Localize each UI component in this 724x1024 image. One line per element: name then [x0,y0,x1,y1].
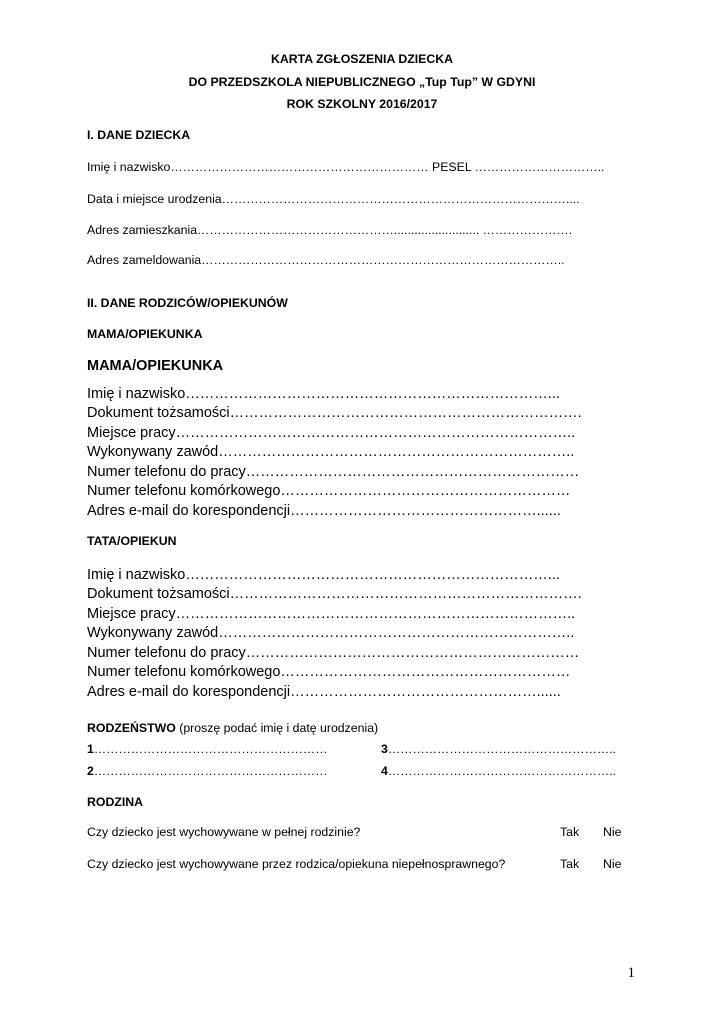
sibling-number: 3 [381,742,388,756]
father-email-field[interactable]: Adres e-mail do korespondencji……………………………………………...... [87,684,561,700]
siblings-heading-line [87,721,378,735]
child-address-field[interactable]: Adres zamieszkania…………………………………………......................... …………………. [87,223,573,237]
mother-mobile-phone-field[interactable]: Numer telefonu komórkowego…………………………………………………… [87,483,571,499]
siblings-note: (proszę podać imię i datę urodzenia) [175,721,379,735]
father-workplace-field[interactable]: Miejsce pracy……………………………………………………………………….. [87,606,576,622]
mother-name-field[interactable]: Imię i nazwisko…………………………………………………………………... [87,386,560,402]
father-id-document-field[interactable]: Dokument tożsamości………………………………………………………………. [87,586,582,602]
sibling-field-4[interactable] [381,764,616,778]
sibling-number: 4 [381,764,388,778]
page-number: 1 [627,965,635,981]
mother-id-document-field[interactable]: Dokument tożsamości………………………………………………………………. [87,405,582,421]
sibling-dots: ………………………………………………… [93,764,328,778]
answer-yes-2[interactable]: Tak [560,857,580,871]
sibling-field-3[interactable] [381,742,616,756]
mother-work-phone-field[interactable]: Numer telefonu do pracy…………………………………………………………… [87,464,580,480]
sibling-dots: ……………………………………………….. [387,742,617,756]
answer-no-2[interactable]: Nie [603,857,622,871]
child-birth-field[interactable]: Data i miejsce urodzenia………………………………………………………………………….... [87,192,580,206]
form-title: KARTA ZGŁOSZENIA DZIECKA [271,52,453,66]
answer-yes-1[interactable]: Tak [560,825,580,839]
child-name-pesel-field[interactable]: Imię i nazwisko……………………………………………………… PESEL ………………………….. [87,160,605,174]
father-mobile-phone-field[interactable]: Numer telefonu komórkowego…………………………………………………… [87,664,571,680]
family-question-1: Czy dziecko jest wychowywane w pełnej rodzinie? [87,825,361,839]
father-name-field[interactable]: Imię i nazwisko…………………………………………………………………... [87,567,560,583]
sibling-dots: ………………………………………………… [93,742,328,756]
family-question-2: Czy dziecko jest wychowywane przez rodzica/opiekuna niepełnosprawnego? [87,857,506,871]
mother-heading: MAMA/OPIEKUNKA [87,358,224,374]
father-occupation-field[interactable]: Wykonywany zawód……………………………………………………………….. [87,625,575,641]
mother-occupation-field[interactable]: Wykonywany zawód……………………………………………………………….. [87,444,575,460]
sibling-number: 1 [87,742,94,756]
child-registered-address-field[interactable]: Adres zameldowania…………………………………………………………………………….. [87,253,565,267]
section-child-heading: I. DANE DZIECKA [87,128,191,142]
siblings-heading: RODZEŃSTWO [87,721,176,735]
sibling-field-1[interactable] [87,742,327,756]
sibling-field-2[interactable] [87,764,327,778]
section-parents-heading: II. DANE RODZICÓW/OPIEKUNÓW [87,296,288,310]
father-work-phone-field[interactable]: Numer telefonu do pracy…………………………………………………………… [87,645,580,661]
answer-no-1[interactable]: Nie [603,825,622,839]
sibling-dots: ……………………………………………….. [387,764,617,778]
form-subtitle: DO PRZEDSZKOLA NIEPUBLICZNEGO „Tup Tup” W GDYNI [188,75,536,89]
mother-small-heading: MAMA/OPIEKUNKA [87,327,203,341]
father-heading: TATA/OPIEKUN [87,534,177,548]
sibling-number: 2 [87,764,94,778]
family-heading: RODZINA [87,795,144,809]
mother-workplace-field[interactable]: Miejsce pracy……………………………………………………………………….. [87,425,576,441]
mother-email-field[interactable]: Adres e-mail do korespondencji……………………………………………...... [87,503,561,519]
school-year: ROK SZKOLNY 2016/2017 [286,97,438,111]
